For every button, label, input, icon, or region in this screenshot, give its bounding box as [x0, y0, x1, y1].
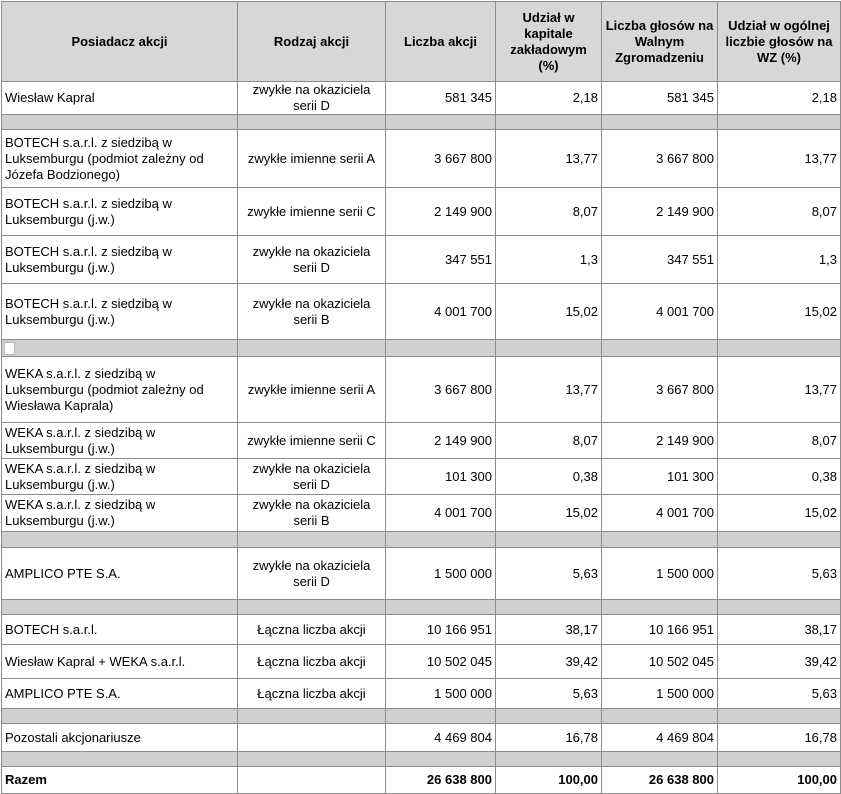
table-row	[2, 495, 841, 532]
share-count-cell: 581 345	[386, 82, 496, 115]
separator-cell	[496, 115, 602, 130]
votes-share-cell: 5,63	[718, 679, 841, 709]
separator-cell	[238, 752, 386, 767]
separator-row	[2, 752, 841, 767]
share-type-cell	[238, 767, 386, 794]
votes-share-cell: 39,42	[718, 645, 841, 679]
table-row	[2, 130, 841, 188]
votes-share-cell: 5,63	[718, 548, 841, 600]
separator-cell	[386, 709, 496, 724]
capital-share-cell: 13,77	[496, 130, 602, 188]
share-type-cell: zwykłe na okaziciela serii D	[238, 236, 386, 284]
separator-cell	[496, 752, 602, 767]
votes-share-cell: 1,3	[718, 236, 841, 284]
separator-cell	[238, 600, 386, 615]
votes-share-cell: 8,07	[718, 188, 841, 236]
share-type-cell: zwykłe na okaziciela serii D	[238, 459, 386, 495]
votes-cell: 3 667 800	[602, 357, 718, 423]
table-row	[2, 284, 841, 340]
table-row	[2, 82, 841, 115]
capital-share-cell: 5,63	[496, 679, 602, 709]
separator-cell	[602, 752, 718, 767]
header-row	[2, 2, 841, 82]
owner-cell: WEKA s.a.r.l. z siedzibą w Luksemburgu (j.w.)	[2, 423, 238, 459]
table-row	[2, 724, 841, 752]
share-count-cell: 3 667 800	[386, 357, 496, 423]
share-type-cell: zwykłe na okaziciela serii B	[238, 495, 386, 532]
header-share-type: Rodzaj akcji	[238, 2, 386, 82]
separator-cell	[2, 752, 238, 767]
separator-row	[2, 709, 841, 724]
header-share-count: Liczba akcji	[386, 2, 496, 82]
separator-cell	[386, 600, 496, 615]
separator-cell	[238, 532, 386, 548]
separator-cell	[496, 340, 602, 357]
share-type-cell: zwykłe na okaziciela serii B	[238, 284, 386, 340]
votes-cell: 347 551	[602, 236, 718, 284]
table-row	[2, 236, 841, 284]
capital-share-cell: 8,07	[496, 188, 602, 236]
votes-cell: 4 001 700	[602, 495, 718, 532]
share-count-cell: 4 001 700	[386, 495, 496, 532]
votes-cell: 3 667 800	[602, 130, 718, 188]
votes-share-cell: 38,17	[718, 615, 841, 645]
separator-cell	[602, 709, 718, 724]
table-row	[2, 679, 841, 709]
owner-cell: WEKA s.a.r.l. z siedzibą w Luksemburgu (j.w.)	[2, 459, 238, 495]
votes-share-cell: 8,07	[718, 423, 841, 459]
capital-share-cell: 15,02	[496, 284, 602, 340]
share-type-cell: zwykłe imienne serii C	[238, 423, 386, 459]
share-count-cell: 1 500 000	[386, 679, 496, 709]
capital-share-cell: 8,07	[496, 423, 602, 459]
share-type-cell: Łączna liczba akcji	[238, 679, 386, 709]
share-count-cell: 347 551	[386, 236, 496, 284]
votes-cell: 4 469 804	[602, 724, 718, 752]
capital-share-cell: 16,78	[496, 724, 602, 752]
separator-cell	[386, 532, 496, 548]
table-row	[2, 548, 841, 600]
separator-cell	[718, 752, 841, 767]
separator-cell	[718, 115, 841, 130]
capital-share-cell: 39,42	[496, 645, 602, 679]
votes-share-cell: 0,38	[718, 459, 841, 495]
table-row	[2, 615, 841, 645]
votes-share-cell: 13,77	[718, 357, 841, 423]
owner-cell: WEKA s.a.r.l. z siedzibą w Luksemburgu (podmiot zależny od Wiesława Kaprala)	[2, 357, 238, 423]
separator-cell	[602, 340, 718, 357]
header-votes-share: Udział w ogólnej liczbie głosów na WZ (%)	[718, 2, 841, 82]
separator-cell	[496, 600, 602, 615]
table-row	[2, 357, 841, 423]
votes-share-cell: 15,02	[718, 495, 841, 532]
votes-cell: 1 500 000	[602, 679, 718, 709]
share-type-cell: zwykłe imienne serii C	[238, 188, 386, 236]
separator-row	[2, 115, 841, 130]
share-count-cell: 2 149 900	[386, 423, 496, 459]
separator-cell	[2, 115, 238, 130]
share-type-cell: zwykłe imienne serii A	[238, 130, 386, 188]
owner-cell: AMPLICO PTE S.A.	[2, 548, 238, 600]
share-count-cell: 3 667 800	[386, 130, 496, 188]
votes-cell: 581 345	[602, 82, 718, 115]
votes-cell: 2 149 900	[602, 423, 718, 459]
share-type-cell	[238, 724, 386, 752]
separator-cell	[2, 340, 238, 357]
share-count-cell: 4 469 804	[386, 724, 496, 752]
separator-cell	[238, 709, 386, 724]
separator-cell	[2, 600, 238, 615]
share-count-cell: 26 638 800	[386, 767, 496, 794]
share-type-cell: Łączna liczba akcji	[238, 645, 386, 679]
votes-share-cell: 13,77	[718, 130, 841, 188]
capital-share-cell: 5,63	[496, 548, 602, 600]
votes-share-cell: 15,02	[718, 284, 841, 340]
votes-cell: 26 638 800	[602, 767, 718, 794]
votes-cell: 10 502 045	[602, 645, 718, 679]
separator-row	[2, 340, 841, 357]
votes-cell: 101 300	[602, 459, 718, 495]
owner-cell: AMPLICO PTE S.A.	[2, 679, 238, 709]
separator-cell	[718, 532, 841, 548]
owner-cell: Wiesław Kapral	[2, 82, 238, 115]
table-row	[2, 459, 841, 495]
separator-cell	[238, 340, 386, 357]
share-count-cell: 2 149 900	[386, 188, 496, 236]
separator-cell	[718, 709, 841, 724]
separator-cell	[602, 115, 718, 130]
votes-cell: 1 500 000	[602, 548, 718, 600]
table-row	[2, 423, 841, 459]
capital-share-cell: 2,18	[496, 82, 602, 115]
votes-share-cell: 16,78	[718, 724, 841, 752]
separator-cell	[602, 600, 718, 615]
separator-row	[2, 532, 841, 548]
votes-cell: 4 001 700	[602, 284, 718, 340]
separator-cell	[602, 532, 718, 548]
table-body	[2, 82, 841, 794]
total-row	[2, 767, 841, 794]
table-row	[2, 188, 841, 236]
table-row	[2, 645, 841, 679]
share-count-cell: 10 166 951	[386, 615, 496, 645]
share-count-cell: 1 500 000	[386, 548, 496, 600]
separator-cell	[718, 600, 841, 615]
separator-cell	[496, 709, 602, 724]
owner-cell: WEKA s.a.r.l. z siedzibą w Luksemburgu (j.w.)	[2, 495, 238, 532]
separator-cell	[238, 115, 386, 130]
capital-share-cell: 100,00	[496, 767, 602, 794]
votes-share-cell: 2,18	[718, 82, 841, 115]
owner-cell: Wiesław Kapral + WEKA s.a.r.l.	[2, 645, 238, 679]
share-count-cell: 4 001 700	[386, 284, 496, 340]
header-owner: Posiadacz akcji	[2, 2, 238, 82]
separator-cell	[2, 532, 238, 548]
share-count-cell: 101 300	[386, 459, 496, 495]
shareholders-table	[1, 1, 841, 794]
owner-cell: Razem	[2, 767, 238, 794]
separator-row	[2, 600, 841, 615]
separator-cell	[2, 709, 238, 724]
separator-cell	[386, 115, 496, 130]
separator-cell	[386, 340, 496, 357]
share-count-cell: 10 502 045	[386, 645, 496, 679]
owner-cell: BOTECH s.a.r.l. z siedzibą w Luksemburgu (j.w.)	[2, 188, 238, 236]
owner-cell: BOTECH s.a.r.l. z siedzibą w Luksemburgu (j.w.)	[2, 284, 238, 340]
votes-cell: 2 149 900	[602, 188, 718, 236]
capital-share-cell: 13,77	[496, 357, 602, 423]
header-capital-share: Udział w kapitale zakładowym (%)	[496, 2, 602, 82]
separator-cell	[718, 340, 841, 357]
share-type-cell: zwykłe na okaziciela serii D	[238, 82, 386, 115]
share-type-cell: zwykłe imienne serii A	[238, 357, 386, 423]
separator-cell	[496, 532, 602, 548]
capital-share-cell: 15,02	[496, 495, 602, 532]
owner-cell: Pozostali akcjonariusze	[2, 724, 238, 752]
owner-cell: BOTECH s.a.r.l. z siedzibą w Luksemburgu (j.w.)	[2, 236, 238, 284]
owner-cell: BOTECH s.a.r.l. z siedzibą w Luksemburgu (podmiot zależny od Józefa Bodzionego)	[2, 130, 238, 188]
capital-share-cell: 38,17	[496, 615, 602, 645]
owner-cell: BOTECH s.a.r.l.	[2, 615, 238, 645]
votes-cell: 10 166 951	[602, 615, 718, 645]
blank-marker-icon	[4, 342, 15, 355]
votes-share-cell: 100,00	[718, 767, 841, 794]
share-type-cell: Łączna liczba akcji	[238, 615, 386, 645]
capital-share-cell: 0,38	[496, 459, 602, 495]
header-votes: Liczba głosów na Walnym Zgromadzeniu	[602, 2, 718, 82]
capital-share-cell: 1,3	[496, 236, 602, 284]
share-type-cell: zwykłe na okaziciela serii D	[238, 548, 386, 600]
separator-cell	[386, 752, 496, 767]
